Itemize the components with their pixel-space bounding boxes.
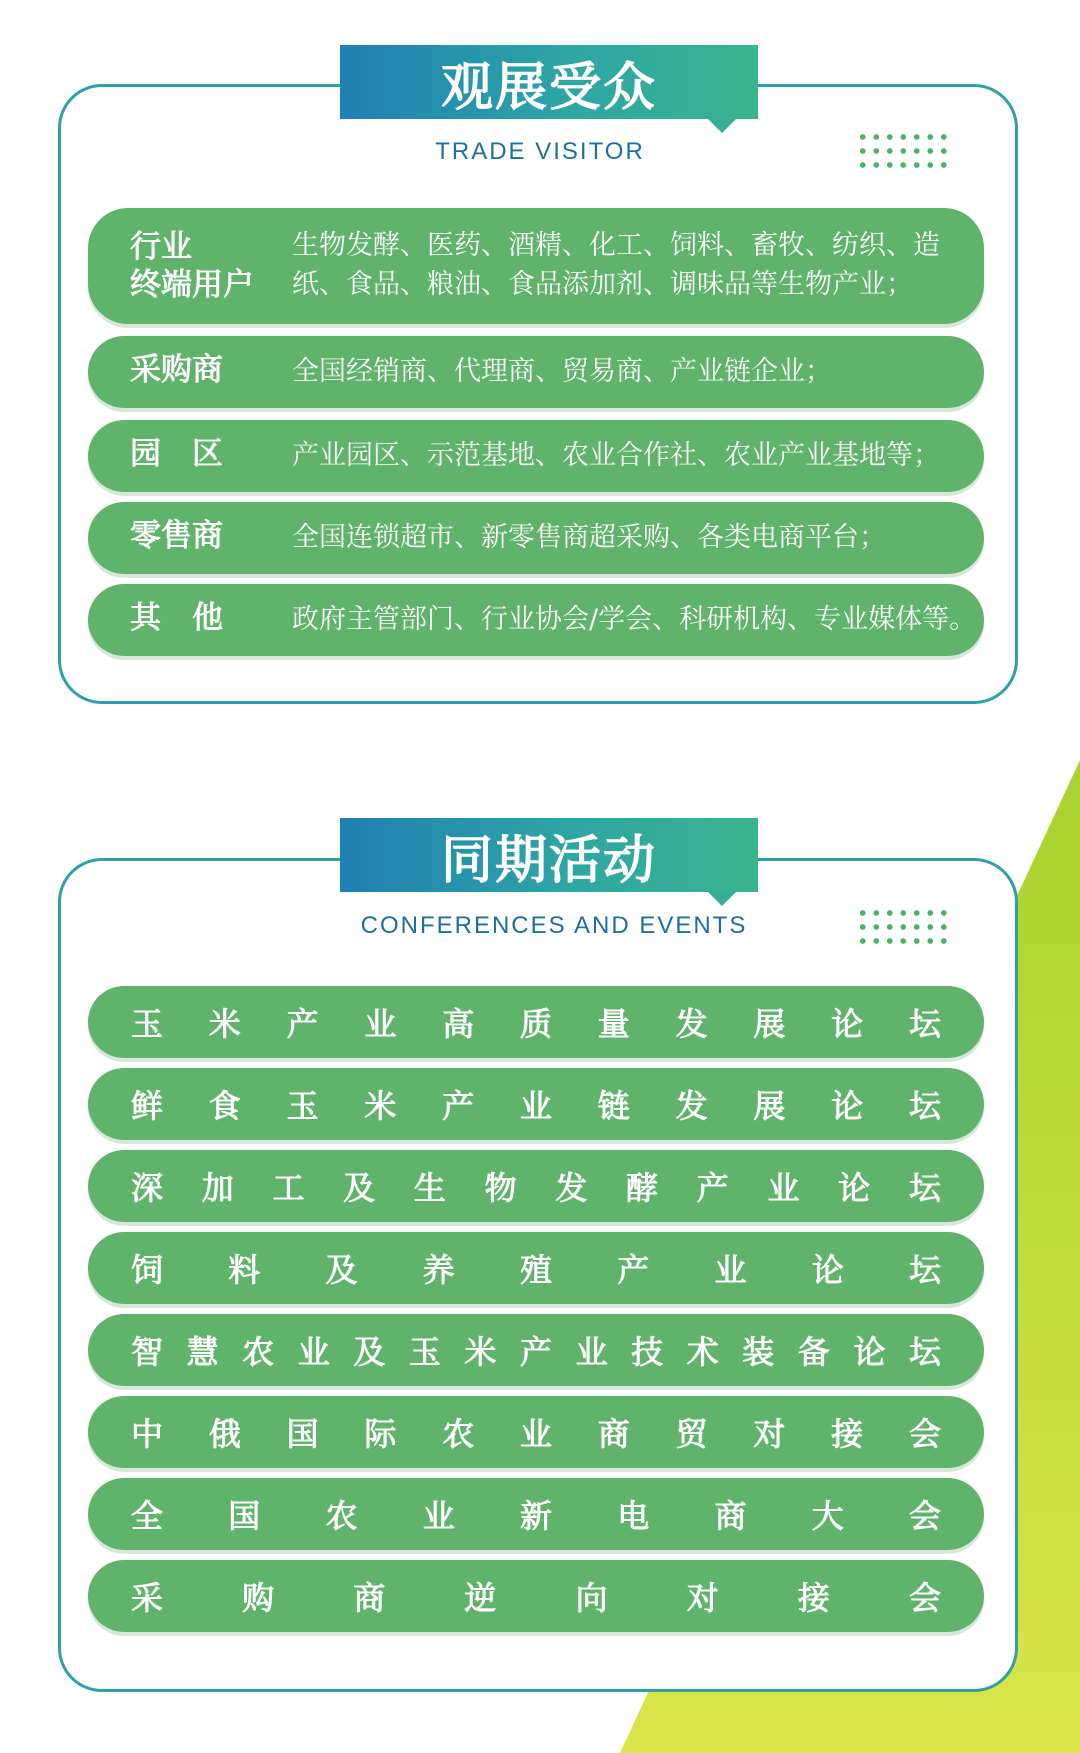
event-item — [88, 1314, 984, 1386]
event-item — [88, 1478, 984, 1550]
visitor-row-industry — [88, 208, 984, 324]
visitor-row-retailers — [88, 502, 984, 574]
trade-visitor-subtitle: TRADE VISITOR — [435, 138, 645, 165]
event-item — [88, 1232, 984, 1304]
visitor-row-desc: 产业园区、示范基地、农业合作社、农业产业基地等； — [292, 440, 940, 471]
event-label: 饲 料 及 养 殖 产 业 论 坛 — [131, 1251, 941, 1289]
banner-notch — [708, 119, 736, 133]
visitor-row-desc: 生物发酵、医药、酒精、化工、饲料、畜牧、纺织、造 纸、食品、粮油、食品添加剂、调味品等生物产业； — [292, 230, 940, 301]
dot-grid-decoration — [856, 130, 948, 174]
events-title: 同期活动 — [440, 830, 657, 891]
trade-visitor-title: 观展受众 — [440, 57, 657, 118]
trade-visitor-title-banner — [340, 45, 758, 119]
event-label: 全 国 农 业 新 电 商 大 会 — [131, 1497, 941, 1535]
events-subtitle: CONFERENCES AND EVENTS — [360, 912, 748, 939]
visitor-row-label: 行业 终端用户 — [130, 229, 254, 303]
visitor-row-label: 其 他 — [130, 600, 223, 636]
visitor-row-label: 采购商 — [130, 352, 223, 388]
event-item — [88, 1396, 984, 1468]
visitor-row-label: 零售商 — [130, 518, 223, 554]
event-label: 玉 米 产 业 高 质 量 发 展 论 坛 — [131, 1005, 941, 1043]
event-item — [88, 986, 984, 1058]
visitor-row-desc: 政府主管部门、行业协会/学会、科研机构、专业媒体等。 — [292, 604, 977, 635]
visitor-row-desc: 全国连锁超市、新零售商超采购、各类电商平台； — [292, 522, 886, 553]
event-label: 鲜 食 玉 米 产 业 链 发 展 论 坛 — [131, 1087, 941, 1125]
visitor-row-buyers — [88, 336, 984, 408]
event-item — [88, 1150, 984, 1222]
visitor-row-desc: 全国经销商、代理商、贸易商、产业链企业； — [292, 356, 832, 387]
visitor-row-label: 园 区 — [130, 436, 223, 472]
event-item — [88, 1068, 984, 1140]
event-label: 智 慧 农 业 及 玉 米 产 业 技 术 装 备 论 坛 — [131, 1333, 941, 1371]
dot-grid-decoration — [856, 906, 948, 950]
event-label: 深 加 工 及 生 物 发 酵 产 业 论 坛 — [131, 1169, 941, 1207]
event-label: 采 购 商 逆 向 对 接 会 — [131, 1579, 941, 1617]
banner-notch — [708, 892, 736, 906]
events-title-banner — [340, 818, 758, 892]
visitor-row-parks — [88, 420, 984, 492]
event-item — [88, 1560, 984, 1632]
event-label: 中 俄 国 际 农 业 商 贸 对 接 会 — [131, 1415, 941, 1453]
visitor-row-others — [88, 584, 984, 656]
